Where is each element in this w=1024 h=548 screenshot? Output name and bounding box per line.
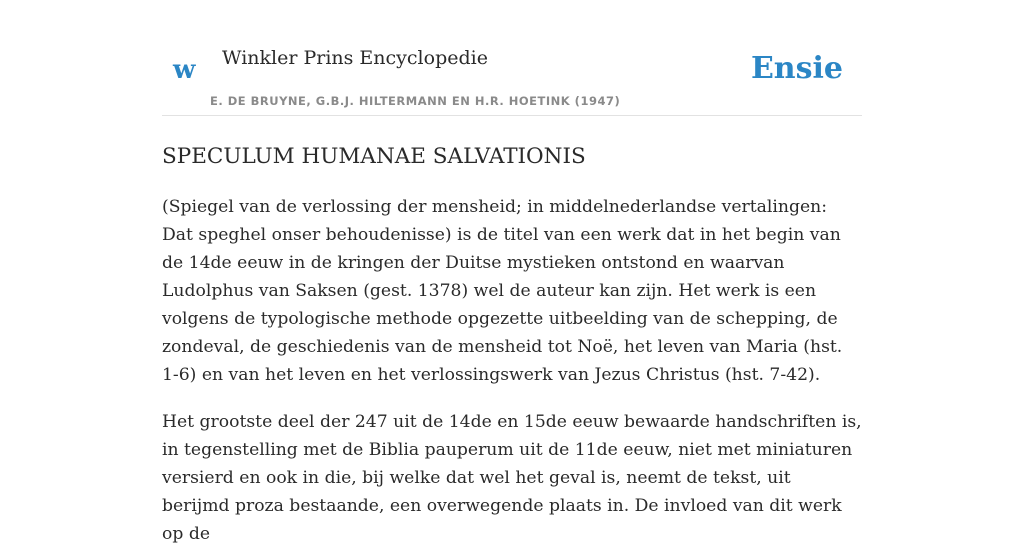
article-body [162,193,862,548]
source-authors: E. DE BRUYNE, G.B.J. HILTERMANN EN H.R. HOETINK (1947) [210,94,621,108]
source-title[interactable]: Winkler Prins Encyclopedie [222,47,488,69]
page [162,0,862,544]
site-header [162,0,862,116]
article-paragraph: Het grootste deel der 247 uit de 14de en 15de eeuw bewaarde handschriften is, in tegenstelling met de Biblia pauperum uit de 11de eeuw, niet met miniaturen versierd en ook in die, bij welke dat wel het geval is, neemt de tekst, uit berijmd proza bestaande, een overwegende plaats in. De invloed van dit werk op de [162,412,862,544]
ensie-logo-link[interactable]: Ensie [750,51,843,86]
winkler-prins-logo[interactable]: w [173,55,196,85]
article-paragraph: (Spiegel van de verlossing der mensheid; in middelnederlandse vertalingen: Dat speghel onser behoudenisse) is de titel van een werk dat in het begin van de 14de eeuw in de kringen der Duitse mystieken ontstond en waarvan Ludolphus van Saksen (gest. 1378) wel de auteur kan zijn. Het werk is een volgens de typologische methode opgezette uitbeelding van de schepping, de zondeval, de geschiedenis van de mensheid tot Noë, het leven van Maria (hst. 1-6) en van het leven en het verlossingswerk van Jezus Christus (hst. 7-42). [162,197,843,385]
article-title: SPECULUM HUMANAE SALVATIONIS [162,144,586,169]
